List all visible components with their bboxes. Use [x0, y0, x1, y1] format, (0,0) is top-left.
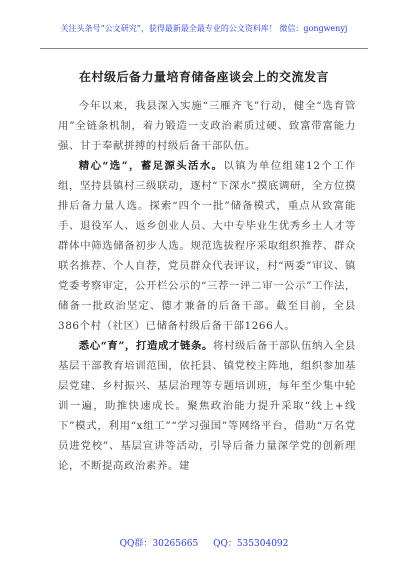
footer-qq-contact: QQ：535304092 [213, 539, 289, 549]
section-heading: 悉心“育”，打造成才链条。 [78, 340, 213, 352]
intro-paragraph: 今年以来，我县深入实施“三雁齐飞”行动，健全“选育管用”全链条机制，着力锻造一支政治素质过硬、致富带富能力强、甘于奉献拼搏的村级后备干部队伍。 [58, 100, 356, 152]
section-text: 以镇为单位组建12个工作组，坚持县镇村三级联动，逐村“下深水”摸底调研，全方位摸排后备力量人选。探索“四个一批”储备模式，重点从致富能手、退役军人、返乡创业人员、大中专毕业生优秀乡土人才等群体中筛选储备初步人选。规范选拔程序采取组织推荐、群众联名推荐、个人自荐，党员群众代表评议，村“两委”审议、镇党委考察审定，公开栏公示的“三荐一评二审一公示”工作法，储备一批政治坚定、德才兼备的后备干部。截至目前，全县386个村（社区）已储备村级后备干部1266人。 [58, 160, 356, 332]
page-header [40, 22, 368, 49]
section-paragraph [58, 156, 356, 336]
page-footer [0, 536, 408, 549]
footer-qq-group: QQ群：30265665 [119, 539, 199, 549]
header-promo-text: 关注头条号“公文研究”，获得最新最全最专业的公文资料库！ 微信：gongwenyj [60, 24, 348, 33]
section-heading: 精心“选”，蓄足源头活水。 [78, 160, 224, 172]
section-paragraph [58, 336, 356, 476]
document-body [58, 96, 356, 476]
document-title: 在村级后备力量培育储备座谈会上的交流发言 [78, 70, 329, 84]
section-text: 将村级后备干部队伍纳入全县基层干部教育培训范围，依托县、镇党校主阵地，组织参加基层党建、乡村振兴、基层治理等专题培训班，每年至少集中轮训一遍，助推快速成长。聚焦政治能力提升采取“线上+线下”模式，利用“x组工”“学习强国”等网络平台，借助“万名党员进党校”、基层宣讲等活动，引导后备力量深学党的创新理论，不断提高政治素养。建 [58, 340, 356, 472]
